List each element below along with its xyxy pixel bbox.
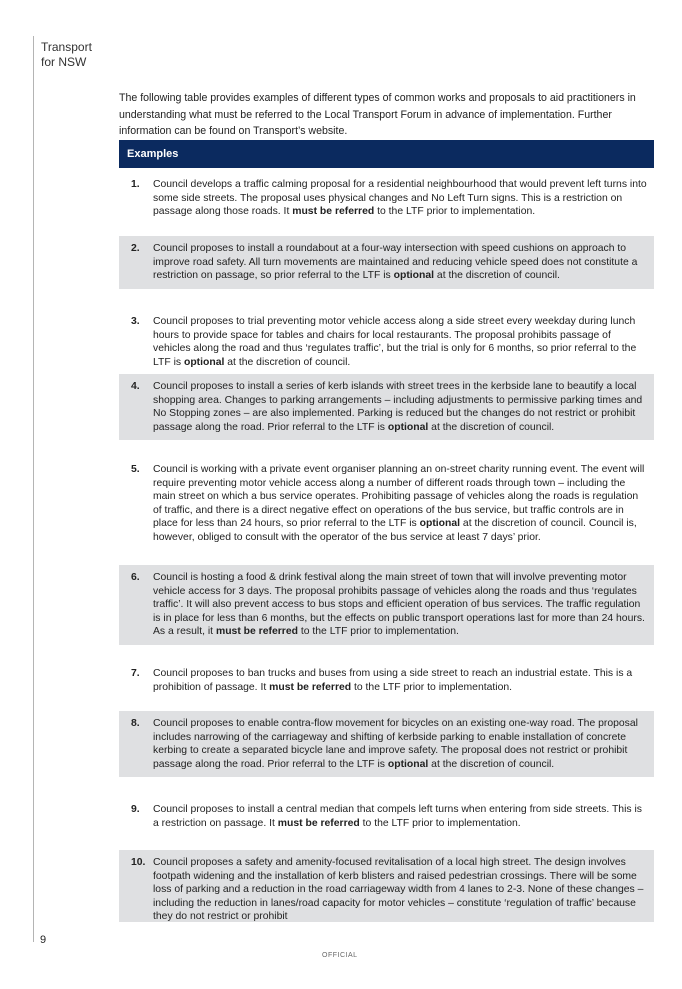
example-number: 6. xyxy=(131,572,140,583)
example-text: Council proposes to install a central median that compels left turns when entering from side streets. This is a restriction on passage. It must be referred to the LTF prior to implementation. xyxy=(153,804,642,829)
brand-line-2: for NSW xyxy=(41,55,87,69)
example-row xyxy=(119,711,654,777)
example-row xyxy=(119,797,654,836)
example-number: 1. xyxy=(131,179,140,190)
example-row xyxy=(119,172,654,225)
example-text: Council proposes to trial preventing motor vehicle access along a side street every weekday during lunch hours to provide space for tables and chairs for local restaurants. The proposal prohibits passage of vehicles along the road and thus ‘regulates traffic’, but the trial is only for 6 months, so prior referral to the LTF is optional at the discretion of council. xyxy=(153,316,637,368)
example-number: 10. xyxy=(131,857,146,868)
example-row xyxy=(119,309,654,375)
example-number: 7. xyxy=(131,668,140,679)
classification-marking: OFFICIAL xyxy=(322,952,358,959)
example-number: 5. xyxy=(131,464,140,475)
example-text: Council proposes to enable contra-flow movement for bicycles on an existing one-way road. The proposal includes narrowing of the carriageway and shifting of kerbside parking to enable installation of concrete kerbing to create a separated bicycle lane and improve safety. The proposal does not restrict or prohibit passage along the road. Prior referral to the LTF is optional at the discretion of council. xyxy=(153,718,638,770)
page-number: 9 xyxy=(40,934,47,946)
example-row xyxy=(119,850,654,922)
example-row xyxy=(119,457,654,550)
example-row xyxy=(119,236,654,289)
brand-line-1: Transport xyxy=(41,40,92,54)
example-number: 3. xyxy=(131,316,140,327)
example-text: Council proposes a safety and amenity-focused revitalisation of a local high street. The design involves footpath widening and the installation of kerb blisters and raised pedestrian crossings. There will be some loss of parking and a reduction in the road carriageway width from 4 lanes to 2-3. None of these changes – including the reduction in lanes/road capacity for motor vehicles – constitute ‘regulation of traffic’ because they do not restrict or prohibit xyxy=(153,857,644,922)
examples-table-header: Examples xyxy=(119,140,654,168)
example-text: Council develops a traffic calming proposal for a residential neighbourhood that would prevent left turns into some side streets. The proposal uses physical changes and No Left Turn signs. This is a restriction on passage along those roads. It must be referred to the LTF prior to implementation. xyxy=(153,179,647,217)
example-number: 8. xyxy=(131,718,140,729)
margin-rule xyxy=(33,36,34,942)
example-row xyxy=(119,661,654,700)
example-text: Council proposes to install a series of kerb islands with street trees in the kerbside lane to beautify a local shopping area. Changes to parking arrangements – including adjustments to permissive parking times and No Stopping zones – are also implemented. Parking is reduced but the changes do not restrict or prohibit passage along the road. Prior referral to the LTF is optional at the discretion of council. xyxy=(153,381,643,433)
example-number: 4. xyxy=(131,381,140,392)
intro-paragraph: The following table provides examples of different types of common works and proposals to aid practitioners in understanding what must be referred to the Local Transport Forum in advance of implementation. Further information can be found on Transport’s website. xyxy=(119,92,636,137)
example-row xyxy=(119,565,654,645)
example-text: Council is hosting a food & drink festival along the main street of town that will involve preventing motor vehicle access for 3 days. The proposal prohibits passage of vehicles along the roads and thus ‘regulates traffic’. It will also prevent access to bus stops and efficient operation of bus services. The traffic regulation is in place for less than 6 months, but the effects on public transport operations last for more than 24 hours. As a result, it must be referred to the LTF prior to implementation. xyxy=(153,572,645,637)
example-number: 9. xyxy=(131,804,140,815)
example-text: Council proposes to install a roundabout at a four-way intersection with speed cushions on approach to improve road safety. All turn movements are maintained and reducing vehicle speed does not constitute a restriction on passage, so prior referral to the LTF is optional at the discretion of council. xyxy=(153,243,638,281)
brand-logo-text xyxy=(41,40,92,70)
example-text: Council is working with a private event organiser planning an on-street charity running event. The event will require preventing motor vehicle access along a number of different roads through town – including the main street on which a bus service operates. Prohibiting passage of vehicles along the roads is regulation of traffic, and there is a direct negative effect on operations of the bus service, but traffic controls are in place for less than 24 hours, so prior referral to the LTF is optional at the discretion of council. Council is, however, obliged to consult with the operator of the bus service at least 7 days’ prior. xyxy=(153,464,645,543)
example-row xyxy=(119,374,654,440)
example-number: 2. xyxy=(131,243,140,254)
example-text: Council proposes to ban trucks and buses from using a side street to reach an industrial estate. This is a prohibition of passage. It must be referred to the LTF prior to implementation. xyxy=(153,668,633,693)
